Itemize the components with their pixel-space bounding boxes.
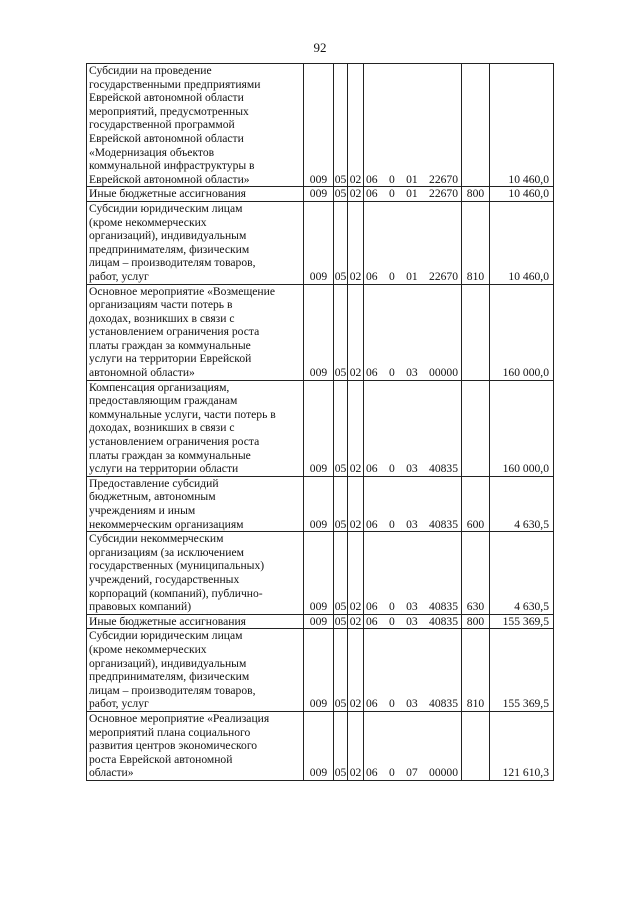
subsection-code: 02 [348,476,364,531]
expense-type-code: 600 [462,476,490,531]
section-code: 05 [334,380,348,476]
target-article-parts [364,462,461,476]
item-name: Компенсация организациям, предоставляющим гражданам коммунальные услуги, части потерь в доходах, возникших в связи с установлением ограничения роста платы граждан за коммунальные услуги на территории области [87,380,304,476]
target-article-part: 00000 [429,766,458,780]
section-code: 05 [334,614,347,628]
table-row [87,380,554,476]
target-article-part: 40835 [429,614,458,628]
target-article-part: 0 [388,269,395,283]
target-article-code [364,64,462,187]
item-name: Иные бюджетные ассигнования [87,187,304,202]
target-article-part: 22670 [429,269,458,283]
subsection-code: 02 [348,187,364,202]
subsection-code: 02 [348,532,364,615]
amount-value: 4 630,5 [490,476,554,531]
ministry-code: 009 [304,380,334,476]
target-article-part: 40835 [429,462,458,476]
target-article-parts [364,270,461,284]
target-article-code [364,629,462,712]
target-article-part: 0 [388,614,395,628]
amount-value: 155 369,5 [490,614,554,629]
page-number: 92 [313,40,327,55]
table-row [87,64,554,187]
amount-value: 10 460,0 [490,187,554,202]
target-article-part: 06 [366,614,378,628]
target-article-part: 0 [388,187,395,201]
target-article-part: 06 [366,187,378,201]
section-code: 05 [334,476,348,531]
item-name: Основное мероприятие «Возмещение организациям части потерь в доходах, возникших в связи с установлением ограничения роста платы граждан за коммунальные услуги на территории Еврейской автономной области» [87,284,304,380]
target-article-part: 01 [406,187,418,201]
expense-type-code: 800 [462,614,490,629]
target-article-part: 0 [388,172,395,186]
target-article-part: 06 [366,697,378,711]
target-article-part: 40835 [429,517,458,531]
target-article-part: 06 [366,766,378,780]
target-article-parts [364,187,461,201]
expense-type-code: 800 [462,187,490,202]
target-article-part: 0 [388,517,395,531]
target-article-part: 06 [366,366,378,380]
ministry-code: 009 [304,532,334,615]
amount-value: 160 000,0 [490,284,554,380]
section-code: 05 [334,284,348,380]
amount-value: 10 460,0 [490,201,554,284]
target-article-part: 06 [366,517,378,531]
amount-value: 4 630,5 [490,532,554,615]
target-article-part: 06 [366,269,378,283]
table-row [87,711,554,780]
subsection-code: 02 [348,629,364,712]
section-code: 05 [334,64,348,187]
target-article-code [364,532,462,615]
subsection-code: 02 [348,711,364,780]
expense-type-code [462,711,490,780]
expense-type-code: 810 [462,629,490,712]
ministry-code: 009 [304,614,334,629]
item-name: Субсидии юридическим лицам (кроме некоммерческих организаций), индивидуальным предпринимателям, физическим лицам – производителям товаров, работ, услуг [87,629,304,712]
target-article-part: 00000 [429,366,458,380]
table-row [87,187,554,202]
target-article-part: 03 [406,600,418,614]
ministry-code: 009 [304,201,334,284]
target-article-part: 0 [388,766,395,780]
table-row [87,284,554,380]
section-code: 05 [334,187,347,201]
ministry-code: 009 [304,476,334,531]
target-article-part: 06 [366,462,378,476]
target-article-parts [364,600,461,614]
target-article-part: 03 [406,614,418,628]
ministry-code: 009 [304,64,334,187]
target-article-part: 01 [406,172,418,186]
expense-type-code [462,64,490,187]
target-article-parts [364,697,461,711]
ministry-code: 009 [304,284,334,380]
item-name: Субсидии некоммерческим организациям (за исключением государственных (муниципальных) учреждений, государственных корпораций (компаний), публично- правовых компаний) [87,532,304,615]
target-article-part: 07 [406,766,418,780]
budget-table [86,63,554,781]
subsection-code: 02 [348,284,364,380]
target-article-parts [364,518,461,532]
amount-value: 160 000,0 [490,380,554,476]
target-article-part: 22670 [429,187,458,201]
expense-type-code [462,284,490,380]
item-name: Основное мероприятие «Реализация мероприятий плана социального развития центров экономического роста Еврейской автономной области» [87,711,304,780]
target-article-part: 0 [388,462,395,476]
expense-type-code: 810 [462,201,490,284]
section-code: 05 [334,711,348,780]
amount-value: 121 610,3 [490,711,554,780]
ministry-code: 009 [304,629,334,712]
section-code: 05 [334,532,348,615]
target-article-parts [364,766,461,780]
target-article-code [364,201,462,284]
target-article-code [364,614,462,629]
target-article-parts [364,615,461,629]
target-article-part: 0 [388,366,395,380]
target-article-part: 06 [366,172,378,186]
target-article-parts [364,173,461,187]
amount-value: 155 369,5 [490,629,554,712]
table-row [87,614,554,629]
target-article-code [364,187,462,202]
ministry-code: 009 [304,711,334,780]
target-article-code [364,284,462,380]
target-article-code [364,476,462,531]
item-name: Иные бюджетные ассигнования [87,614,304,629]
table-row [87,532,554,615]
target-article-code [364,711,462,780]
target-article-parts [364,366,461,380]
subsection-code: 02 [348,614,364,629]
item-name: Субсидии юридическим лицам (кроме некоммерческих организаций), индивидуальным предпринимателям, физическим лицам – производителям товаров, работ, услуг [87,201,304,284]
section-code: 05 [334,201,348,284]
target-article-part: 03 [406,462,418,476]
target-article-code [364,380,462,476]
amount-value: 10 460,0 [490,64,554,187]
expense-type-code [462,380,490,476]
ministry-code: 009 [304,187,334,202]
table-body [87,64,554,781]
expense-type-code: 630 [462,532,490,615]
item-name: Субсидии на проведение государственными предприятиями Еврейской автономной области мероприятий, предусмотренных государственной программой Еврейской автономной области «Модернизация объектов коммунальной инфраструктуры в Еврейской автономной области» [87,64,304,187]
target-article-part: 06 [366,600,378,614]
target-article-part: 0 [388,697,395,711]
target-article-part: 0 [388,600,395,614]
target-article-part: 03 [406,366,418,380]
subsection-code: 02 [348,64,364,187]
target-article-part: 40835 [429,600,458,614]
section-code: 05 [334,629,348,712]
subsection-code: 02 [348,201,364,284]
target-article-part: 03 [406,697,418,711]
item-name: Предоставление субсидий бюджетным, автономным учреждениям и иным некоммерческим организациям [87,476,304,531]
target-article-part: 01 [406,269,418,283]
target-article-part: 40835 [429,697,458,711]
table-row [87,476,554,531]
target-article-part: 22670 [429,172,458,186]
table-row [87,201,554,284]
target-article-part: 03 [406,517,418,531]
subsection-code: 02 [348,380,364,476]
table-row [87,629,554,712]
